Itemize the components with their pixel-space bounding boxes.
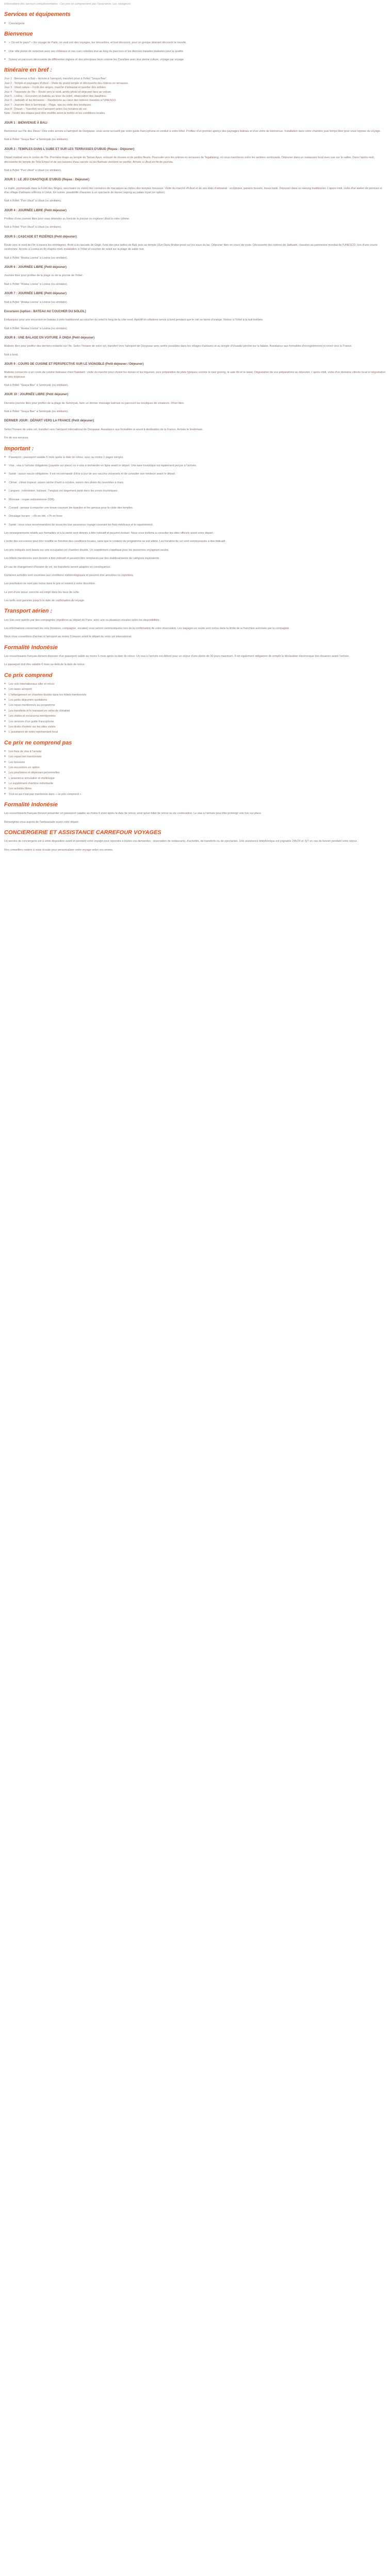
- day-paragraph: Selon l'horaire de votre vol, transfert vers l'aéroport international de Denpasar. Assistance aux formalités et envol à destination de la France. Arrivée le lendemain.: [4, 428, 203, 431]
- inclus-item: ● L'hébergement en chambre double dans les hôtels mentionnés: [4, 693, 387, 697]
- day-paragraph: Nuit à l'hôtel "Seaya Bee" à Seminyak (ou similaire).: [4, 138, 69, 142]
- itineraire-lines: [4, 77, 387, 115]
- condition-paragraph: Les pourboires ne sont pas inclus dans le prix et restent à votre discrétion.: [4, 582, 96, 586]
- conditions-text: [4, 531, 387, 603]
- day-title: JOUR 10 : JOURNÉE LIBRE (Petit déjeuner): [4, 393, 69, 397]
- transport-paragraph: Nous vous conseillons d'arriver à l'aéroport au moins 3 heures avant le départ de votre vol international.: [4, 635, 132, 639]
- exclus-list: [4, 750, 387, 796]
- days-section: [4, 121, 387, 440]
- formalite2-title: Formalité Indonésie: [4, 802, 58, 808]
- day-paragraph: Nuit à l'hôtel "Puri Ubud" à Ubud (ou similaire).: [4, 168, 62, 172]
- page: [0, 0, 391, 863]
- inclus-item: ● Les droits d'entrée sur les sites visités: [4, 725, 387, 729]
- day-paragraph: Route vers le nord de l'île à travers les montagnes. Arrêt à la cascade de Gitgit, l'une des plus belles de Bali, puis au temple Ulun Danu Bratan posé sur les eaux du lac. Déjeuner libre en cours de route. Découverte des rizières de Jatiluwih, classées au patrimoine mondial de l'UNESCO, lors d'une courte randonnée. Arrivée à Lovina en fin d'après-midi, installation à l'hôtel et coucher de soleil sur la plage de sable noir.: [4, 244, 378, 251]
- exclus-item: ● Les repas non mentionnés: [4, 755, 387, 759]
- formalite-paragraph: Le passeport doit être valable 6 mois au-delà de la date de retour.: [4, 663, 86, 667]
- important-item: ● Langues : indonésien, balinais ; l'anglais est largement parlé dans les zones touristiques.: [4, 489, 387, 493]
- day-title: Excursion (option : BATEAU AU COUCHER DU SOLEIL): [4, 310, 86, 313]
- formalite-title: Formalité Indonésie: [4, 644, 58, 651]
- inclus-item: ● Les petits déjeuners quotidiens: [4, 698, 387, 702]
- important-list: [4, 455, 387, 527]
- exclus-item: ● Les pourboires et dépenses personnelles: [4, 771, 387, 775]
- day-title: JOUR 8 : UNE BALADE EN VOITURE À ONDA (Petit déjeuner): [4, 336, 95, 340]
- day-title: JOUR 2 : TEMPLES DANS L'AUBE ET SUR LES TERRASSES D'UBUD (Repas : Déjeuner): [4, 147, 135, 151]
- important-item: ● Décalage horaire : +6h en été, +7h en hiver.: [4, 514, 387, 518]
- condition-paragraph: Certaines activités sont soumises aux conditions météorologiques et peuvent être annulées ou reportées.: [4, 573, 134, 577]
- day-paragraph: Nuit à l'hôtel "Seaya Bee" à Seminyak (ou similaire).: [4, 384, 69, 387]
- day-paragraph: Nuit à l'hôtel "Aneka Lovina" à Lovina (ou similaire).: [4, 300, 68, 304]
- itineraire-line: Jour 6 : Jatiluwih et les terrasses – Randonnée au cœur des rizières classées à l'UNESCO.: [4, 99, 117, 103]
- inclus-title: Ce prix comprend: [4, 672, 53, 679]
- inclus-item: ● Les visites et excursions mentionnées: [4, 714, 387, 718]
- exclus-item: ● Les activités libres: [4, 787, 387, 791]
- inclus-item: ● Les vols internationaux aller et retour: [4, 682, 387, 686]
- itineraire-line: Jour 1 : Bienvenue à Bali – Arrivée à l'aéroport, transfert privé à l'hôtel "Seaya Bee".: [4, 77, 108, 81]
- important-item: ● Climat : climat tropical, saison sèche d'avril à octobre, saison des pluies de novembre à mars.: [4, 481, 387, 485]
- day-paragraph: Nuit à l'hôtel "Aneka Lovina" à Lovina (ou similaire).: [4, 327, 68, 330]
- intro-text: Informations des services complémentaires : Ces prix ne comprennent pas l'assurance. Les voyageurs: [4, 3, 131, 6]
- condition-paragraph: Les hôtels mentionnés sont donnés à titre indicatif et peuvent être remplacés par des établissements de catégorie équivalente.: [4, 557, 160, 561]
- transport-paragraph: Les informations concernant les vols (horaires, compagnie, escales) vous seront communiquées lors de la confirmation de votre réservation. Les bagages en soute sont inclus dans la limite de la franchise autorisée par la compagnie.: [4, 627, 290, 630]
- day-paragraph: Journée libre pour profiter de la plage ou de la piscine de l'hôtel.: [4, 274, 83, 278]
- day-title: JOUR 1 : BIENVENUE À BALI: [4, 121, 47, 125]
- itineraire-line: Jour 2 : Temple et paysages d'Ubud – Visite du grand temple et découverte des rizières en terrasses.: [4, 81, 129, 85]
- inclus-item: ● L'assistance de notre représentant local: [4, 730, 387, 734]
- transport-title: Transport aérien :: [4, 608, 53, 615]
- formalite2-paragraph: Renseignez-vous auprès de l'ambassade avant votre départ.: [4, 820, 79, 824]
- inclus-item: ● Les repas mentionnés au programme: [4, 703, 387, 707]
- conciergerie-paragraph: Un service de conciergerie est à votre disposition avant et pendant votre voyage pour répondre à toutes vos demandes : réservation de restaurants, d'activités, de transferts ou de spectacles. Une assistance téléphonique est joignable 24h/24 et 7j/7 en cas de besoin pendant votre séjour.: [4, 840, 357, 843]
- exclus-title: Ce prix ne comprend pas: [4, 739, 72, 746]
- day-paragraph: Bienvenue sur l'île des Dieux ! Dès votre arrivée à l'aéroport de Denpasar, vous serez accueilli par votre guide francophone et conduit à votre hôtel. Profitez d'un premier aperçu des paysages balinais et d'un verre de bienvenue. Installation dans votre chambre puis temps libre pour vous reposer du voyage.: [4, 130, 381, 133]
- condition-paragraph: Les renseignements relatifs aux formalités et à la santé sont donnés à titre indicatif et peuvent évoluer. Nous vous invitons à consulter les sites officiels avant votre départ.: [4, 532, 214, 535]
- condition-paragraph: Les tarifs sont garantis jusqu'à la date de confirmation du voyage.: [4, 599, 85, 603]
- condition-paragraph: En cas de changement d'horaire de vol, les transferts seront adaptés en conséquence.: [4, 565, 111, 569]
- bienvenue-line: ● Une ville pleine de surprises avec ses châteaux et ses rues colorées tout au long du parcours et les diverses balades réalisées pour la qualité.: [4, 49, 387, 54]
- bienvenue-title: Bienvenue: [4, 30, 33, 37]
- exclus-item: ● Les boissons: [4, 760, 387, 765]
- condition-paragraph: L'ordre des excursions peut être modifié en fonction des conditions locales, sans que le contenu du programme ne soit altéré. Les horaires de vol sont communiqués à titre indicatif.: [4, 540, 226, 544]
- day-paragraph: Matinée libre pour profiter des derniers instants sur l'île. Selon l'horaire de votre vol, transfert vers l'aéroport de Denpasar avec arrêts possibles dans les villages d'artisans et au temple d'Uluwatu perché sur la falaise. Assistance aux formalités d'enregistrement et envol vers la France.: [4, 345, 352, 348]
- itineraire-line: Jour 8 : Départ – Transfert vers l'aéroport selon vos horaires de vol.: [4, 108, 88, 111]
- inclus-item: ● Les transferts et le transport en véhicule climatisé: [4, 709, 387, 713]
- itineraire-line: Jour 3 : Ubud nature – Forêt des singes, marché d'artisanat et quartier des artistes.: [4, 86, 107, 90]
- transport-paragraph: Les vols sont opérés par des compagnies régulières au départ de Paris, avec une ou plusieurs escales selon les disponibilités.: [4, 618, 160, 622]
- bienvenue-line: ● « Où est le pays? » En voyage de Paris, on veut voir des voyages, les rencontres, et tout découvrir, pour un groupe désirant découvrir le monde.: [4, 41, 387, 45]
- exclus-item: ● Tout ce qui n'est pas mentionné dans « ce prix comprend »: [4, 792, 387, 796]
- services-title: Services et équipements: [4, 11, 71, 18]
- day-paragraph: Le matin, promenade dans la Forêt des Singes, sanctuaire où vivent des centaines de macaques au milieu des temples moussus. Visite du marché d'Ubud et de ses étals d'artisanat : sculptures, paniers tressés, tissus batik. Déjeuner dans un warung traditionnel. L'après-midi, visite d'un atelier de peinture et d'un village d'artisans orfèvres à Celuk. En soirée, possibilité d'assister à un spectacle de danse Legong au palais royal (en option).: [4, 187, 382, 194]
- day-title: JOUR 7 : JOURNÉE LIBRE (Petit déjeuner): [4, 292, 67, 296]
- day-title: JOUR 4 : JOURNÉE LIBRE (Petit déjeuner): [4, 209, 67, 212]
- day-paragraph: Matinée consacrée à un cours de cuisine balinaise chez l'habitant : visite du marché pour choisir les épices et les légumes, puis préparation de plats typiques comme le nasi goreng, le sate lilit et le lawar. Dégustation de vos préparations au déjeuner. L'après-midi, visite d'un domaine viticole local et dégustation de vins tropicaux.: [4, 371, 386, 379]
- day-paragraph: Nuit à l'hôtel "Aneka Lovina" à Lovina (ou similaire).: [4, 256, 68, 260]
- day-title: DERNIER JOUR : DÉPART VERS LA FRANCE (Petit déjeuner): [4, 419, 94, 423]
- important-title: Important :: [4, 445, 34, 452]
- inclus-list: [4, 682, 387, 735]
- itineraire-line: Jour 7 : Journée libre à Seminyak – Plage, spa ou visite des boutiques.: [4, 103, 92, 107]
- day-paragraph: Nuit à l'hôtel "Puri Ubud" à Ubud (ou similaire).: [4, 226, 62, 229]
- day-paragraph: Départ matinal vers le centre de l'île. Première étape au temple de Taman Ayun, entouré de douves et de jardins fleuris. Poursuite vers les rizières en terrasses de Tegallalang, où vous marcherez entre les sentiers verdoyants. Déjeuner dans un restaurant local avec vue sur la vallée. Dans l'après-midi, découverte du temple de Tirta Empul et de ses bassins d'eau sacrée où les Balinais viennent se purifier. Arrivée à Ubud en fin de journée.: [4, 156, 375, 164]
- bienvenue-list: [4, 41, 387, 62]
- day-paragraph: Profitez d'une journée libre pour vous détendre au bord de la piscine ou explorer Ubud à votre rythme.: [4, 217, 130, 221]
- day-paragraph: Embarquez pour une excursion en bateau à voile traditionnel au coucher du soleil le long de la côte nord. Apéritif et collations servis à bord pendant que le ciel se teinte d'orange. Retour à l'hôtel à la nuit tombée.: [4, 318, 264, 322]
- important-item: ● Monnaie : roupie indonésienne (IDR).: [4, 498, 387, 502]
- day-paragraph: Fin de nos services.: [4, 436, 29, 440]
- conciergerie-paragraph: Nos conseillers restent à votre écoute pour personnaliser votre voyage selon vos envies.: [4, 848, 113, 852]
- itineraire-line: Jour 4 : Traversée de l'île – Route vers le nord, arrêts photo et déjeuner face au volcan.: [4, 90, 112, 94]
- condition-paragraph: Les prix indiqués sont basés sur une occupation en chambre double. Un supplément s'applique pour les personnes voyageant seules.: [4, 548, 169, 552]
- bienvenue-line: ● Suivez un parcours découverte de différentes régions et des principaux lieux comme les Caraïbes avec leur pleine culture, voyage par voyage.: [4, 58, 387, 62]
- formalite-paragraph: Les ressortissants français doivent disposer d'un passeport valide au moins 6 mois après la date de retour. Un visa à l'arrivée est délivré pour un séjour d'une durée de 30 jours maximum. Il est également obligatoire de remplir la déclaration électronique des douanes avant l'arrivée.: [4, 654, 350, 658]
- formalite2-paragraph: Les ressortissants français doivent présenter un passeport valable au moins 6 mois après la date de retour, ainsi qu'un billet de retour ou de continuation. Le visa à l'arrivée peut être prolongé une fois sur place.: [4, 812, 262, 816]
- day-paragraph: Dernière journée libre pour profiter de la plage de Seminyak, faire un dernier massage balinais ou parcourir les boutiques de créateurs. Dîner libre.: [4, 401, 185, 405]
- day-title: JOUR 3 : LE JEU CHAOTIQUE D'UBUD (Repas : Déjeuner): [4, 178, 90, 182]
- day-title: JOUR 6 : JOURNÉE LIBRE (Petit déjeuner): [4, 266, 67, 269]
- day-title: JOUR 5 : CASCADE ET RIZIÈRES (Petit déjeuner): [4, 235, 77, 239]
- day-paragraph: Nuit à l'hôtel "Puri Ubud" à Ubud (ou similaire).: [4, 199, 62, 203]
- important-item: ● Conseil : pensez à emporter une tenue couvrant les épaules et les genoux pour la visite des temples.: [4, 506, 387, 510]
- day-title: JOUR 9 : COURS DE CUISINE ET PERSPECTIVE SUR LE VIGNOBLE (Petit déjeuner / Déjeuner): [4, 362, 144, 366]
- exclus-item: ● Le supplément chambre individuelle: [4, 782, 387, 786]
- condition-paragraph: Le port d'une tenue correcte est exigé dans les lieux de culte.: [4, 590, 80, 594]
- services-list: [4, 22, 387, 26]
- exclus-item: ● Les frais de visa à l'arrivée: [4, 750, 387, 754]
- itineraire-line: Jour 5 : Lovina – Excursion en bateau au lever du soleil, observation des dauphins.: [4, 94, 107, 98]
- important-item: ● Visa : visa à l'arrivée obligatoire (payable sur place) ou e-visa à demander en ligne avant le départ. Une taxe touristique est également perçue à l'arrivée.: [4, 464, 387, 468]
- important-item: ● Santé : aucun vaccin obligatoire. Il est recommandé d'être à jour de ses vaccins universels et de consulter son médecin avant le départ.: [4, 472, 387, 476]
- inclus-item: ● Les taxes aéroport: [4, 687, 387, 691]
- day-paragraph: Nuit à bord.: [4, 353, 19, 357]
- itineraire-line: Note : l'ordre des étapes peut être modifié selon la météo et les conditions locales.: [4, 112, 106, 115]
- services-item: ● Conciergerie: [4, 22, 387, 26]
- exclus-item: ● L'assurance annulation et multirisque: [4, 776, 387, 781]
- day-paragraph: Nuit à l'hôtel "Seaya Bee" à Seminyak (ou similaire).: [4, 410, 69, 414]
- itineraire-title: Itinéraire en bref :: [4, 67, 52, 74]
- day-paragraph: Nuit à l'hôtel "Aneka Lovina" à Lovina (ou similaire).: [4, 282, 68, 286]
- exclus-item: ● Les excursions en option: [4, 766, 387, 770]
- important-item: ● Santé : nous vous recommandons de souscrire une assurance voyage couvrant les frais médicaux et le rapatriement.: [4, 523, 387, 527]
- conciergerie-title: CONCIERGERIE ET ASSISTANCE CARREFOUR VOYAGES: [4, 829, 161, 836]
- inclus-item: ● Les services d'un guide francophone: [4, 720, 387, 724]
- important-item: ● Passeport : passeport valable 6 mois après la date de retour, avec au moins 2 pages vierges.: [4, 455, 387, 460]
